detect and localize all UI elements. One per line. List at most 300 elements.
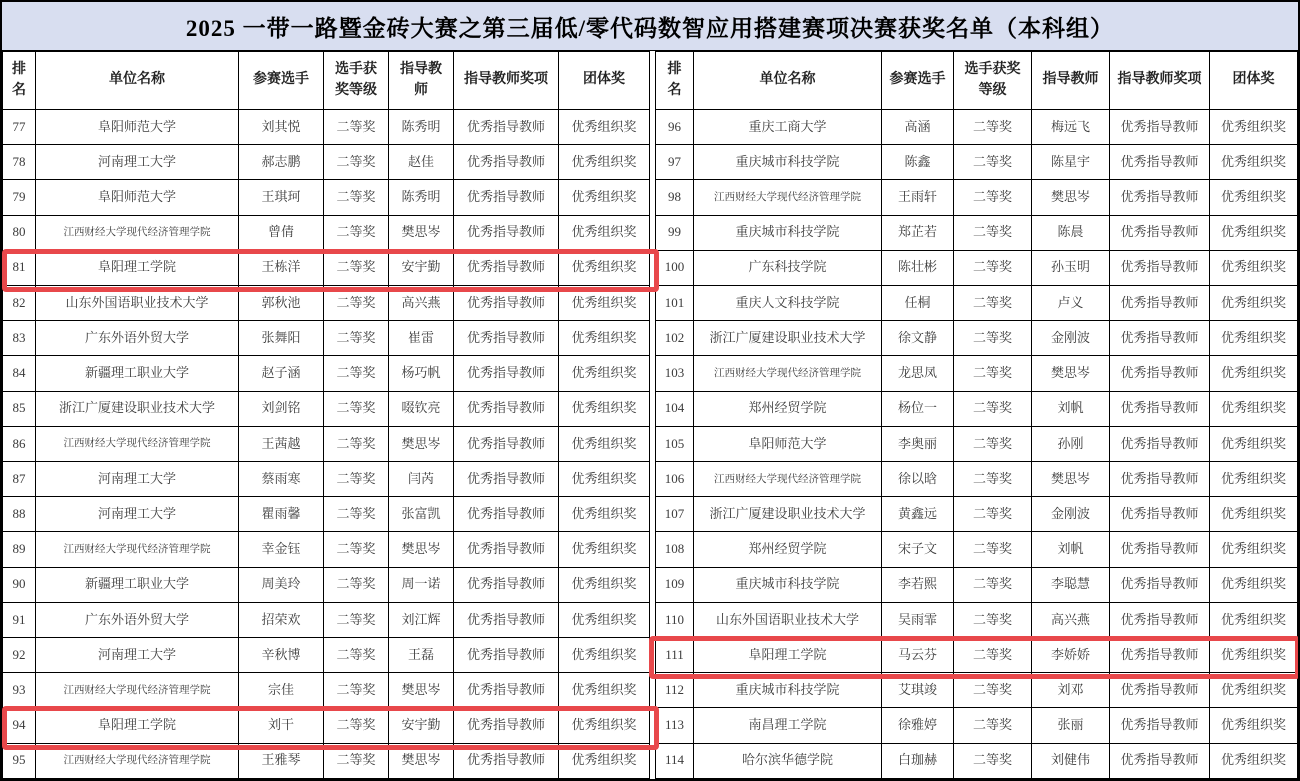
- cell-rank: 84: [3, 356, 36, 391]
- cell-teacher: 刘帆: [1032, 391, 1110, 426]
- column-header-rank: 排名: [3, 52, 36, 110]
- table-row: [656, 286, 1298, 321]
- cell-unit-name: 江西财经大学现代经济管理学院: [36, 532, 239, 567]
- award-table-left: [2, 51, 650, 779]
- cell-contestant: 李奥丽: [882, 426, 954, 461]
- column-header-unit-name: 单位名称: [694, 52, 882, 110]
- cell-contestant: 白珈赫: [882, 743, 954, 778]
- column-header-contestant: 参赛选手: [239, 52, 324, 110]
- cell-unit-name: 阜阳师范大学: [694, 426, 882, 461]
- cell-team-award: 优秀组织奖: [559, 638, 650, 673]
- cell-unit-name: 江西财经大学现代经济管理学院: [694, 356, 882, 391]
- cell-contestant: 陈壮彬: [882, 250, 954, 285]
- cell-unit-name: 河南理工大学: [36, 145, 239, 180]
- cell-rank: 107: [656, 497, 694, 532]
- cell-unit-name: 阜阳理工学院: [36, 250, 239, 285]
- cell-teacher-award: 优秀指导教师: [454, 708, 559, 743]
- cell-contestant: 徐以晗: [882, 462, 954, 497]
- cell-award-level: 二等奖: [954, 145, 1032, 180]
- cell-award-level: 二等奖: [324, 215, 389, 250]
- cell-rank: 99: [656, 215, 694, 250]
- cell-unit-name: 郑州经贸学院: [694, 532, 882, 567]
- table-row: [3, 673, 650, 708]
- cell-award-level: 二等奖: [324, 462, 389, 497]
- cell-team-award: 优秀组织奖: [559, 673, 650, 708]
- column-header-contestant: 参赛选手: [882, 52, 954, 110]
- cell-unit-name: 重庆城市科技学院: [694, 673, 882, 708]
- cell-rank: 94: [3, 708, 36, 743]
- cell-contestant: 刘剑铭: [239, 391, 324, 426]
- cell-award-level: 二等奖: [324, 110, 389, 145]
- table-row: [3, 426, 650, 461]
- cell-unit-name: 江西财经大学现代经济管理学院: [36, 673, 239, 708]
- cell-unit-name: 浙江广厦建设职业技术大学: [694, 321, 882, 356]
- table-row: [3, 356, 650, 391]
- cell-team-award: 优秀组织奖: [1210, 532, 1298, 567]
- cell-team-award: 优秀组织奖: [1210, 286, 1298, 321]
- cell-unit-name: 阜阳理工学院: [36, 708, 239, 743]
- cell-rank: 98: [656, 180, 694, 215]
- cell-award-level: 二等奖: [954, 708, 1032, 743]
- cell-teacher-award: 优秀指导教师: [454, 391, 559, 426]
- cell-rank: 111: [656, 638, 694, 673]
- cell-teacher: 樊思岑: [1032, 180, 1110, 215]
- cell-team-award: 优秀组织奖: [1210, 250, 1298, 285]
- cell-contestant: 辛秋博: [239, 638, 324, 673]
- cell-teacher-award: 优秀指导教师: [1110, 497, 1210, 532]
- cell-team-award: 优秀组织奖: [559, 356, 650, 391]
- table-row: [3, 145, 650, 180]
- cell-team-award: 优秀组织奖: [1210, 180, 1298, 215]
- cell-contestant: 李若熙: [882, 567, 954, 602]
- column-header-teacher: 指导教师: [1032, 52, 1110, 110]
- cell-teacher-award: 优秀指导教师: [454, 180, 559, 215]
- cell-rank: 95: [3, 743, 36, 778]
- cell-award-level: 二等奖: [324, 145, 389, 180]
- cell-contestant: 招荣欢: [239, 602, 324, 637]
- cell-contestant: 郑芷若: [882, 215, 954, 250]
- cell-rank: 104: [656, 391, 694, 426]
- cell-teacher: 樊思岑: [389, 215, 454, 250]
- cell-unit-name: 重庆城市科技学院: [694, 215, 882, 250]
- cell-award-level: 二等奖: [954, 321, 1032, 356]
- table-row: [656, 567, 1298, 602]
- cell-award-level: 二等奖: [324, 638, 389, 673]
- cell-contestant: 艾琪竣: [882, 673, 954, 708]
- cell-unit-name: 江西财经大学现代经济管理学院: [694, 462, 882, 497]
- table-row: [656, 532, 1298, 567]
- cell-teacher: 崔雷: [389, 321, 454, 356]
- cell-teacher-award: 优秀指导教师: [1110, 180, 1210, 215]
- cell-teacher: 安宇勤: [389, 250, 454, 285]
- cell-team-award: 优秀组织奖: [559, 567, 650, 602]
- cell-teacher-award: 优秀指导教师: [1110, 638, 1210, 673]
- cell-teacher-award: 优秀指导教师: [1110, 110, 1210, 145]
- cell-teacher-award: 优秀指导教师: [1110, 321, 1210, 356]
- cell-award-level: 二等奖: [324, 321, 389, 356]
- cell-teacher-award: 优秀指导教师: [454, 145, 559, 180]
- cell-award-level: 二等奖: [324, 567, 389, 602]
- table-body-left: [3, 110, 650, 779]
- cell-team-award: 优秀组织奖: [1210, 602, 1298, 637]
- cell-teacher-award: 优秀指导教师: [454, 286, 559, 321]
- cell-award-level: 二等奖: [324, 532, 389, 567]
- cell-teacher-award: 优秀指导教师: [1110, 391, 1210, 426]
- cell-award-level: 二等奖: [324, 497, 389, 532]
- cell-rank: 81: [3, 250, 36, 285]
- table-row: [3, 321, 650, 356]
- cell-award-level: 二等奖: [324, 673, 389, 708]
- cell-team-award: 优秀组织奖: [1210, 426, 1298, 461]
- cell-teacher: 卢义: [1032, 286, 1110, 321]
- cell-rank: 114: [656, 743, 694, 778]
- table-row: [656, 462, 1298, 497]
- cell-unit-name: 新疆理工职业大学: [36, 356, 239, 391]
- cell-teacher-award: 优秀指导教师: [454, 567, 559, 602]
- cell-award-level: 二等奖: [324, 180, 389, 215]
- table-row: [656, 743, 1298, 778]
- cell-teacher: 刘健伟: [1032, 743, 1110, 778]
- cell-team-award: 优秀组织奖: [559, 321, 650, 356]
- cell-award-level: 二等奖: [954, 391, 1032, 426]
- table-row: [3, 497, 650, 532]
- cell-rank: 79: [3, 180, 36, 215]
- cell-contestant: 王琪珂: [239, 180, 324, 215]
- cell-unit-name: 广东外语外贸大学: [36, 321, 239, 356]
- cell-teacher: 金刚波: [1032, 497, 1110, 532]
- cell-unit-name: 河南理工大学: [36, 497, 239, 532]
- cell-award-level: 二等奖: [954, 462, 1032, 497]
- cell-teacher: 高兴燕: [1032, 602, 1110, 637]
- cell-rank: 113: [656, 708, 694, 743]
- cell-teacher: 闫芮: [389, 462, 454, 497]
- cell-unit-name: 山东外国语职业技术大学: [694, 602, 882, 637]
- cell-rank: 101: [656, 286, 694, 321]
- cell-team-award: 优秀组织奖: [1210, 110, 1298, 145]
- cell-award-level: 二等奖: [954, 426, 1032, 461]
- cell-teacher-award: 优秀指导教师: [454, 356, 559, 391]
- cell-teacher: 陈秀明: [389, 180, 454, 215]
- cell-team-award: 优秀组织奖: [559, 250, 650, 285]
- cell-teacher-award: 优秀指导教师: [454, 497, 559, 532]
- cell-teacher-award: 优秀指导教师: [454, 250, 559, 285]
- cell-team-award: 优秀组织奖: [1210, 145, 1298, 180]
- table-row: [656, 321, 1298, 356]
- cell-unit-name: 浙江广厦建设职业技术大学: [36, 391, 239, 426]
- header-row: [3, 52, 650, 110]
- cell-rank: 88: [3, 497, 36, 532]
- cell-team-award: 优秀组织奖: [1210, 497, 1298, 532]
- page-title: 2025 一带一路暨金砖大赛之第三届低/零代码数智应用搭建赛项决赛获奖名单（本科组）: [185, 15, 1115, 41]
- cell-award-level: 二等奖: [954, 497, 1032, 532]
- cell-rank: 83: [3, 321, 36, 356]
- cell-rank: 91: [3, 602, 36, 637]
- cell-contestant: 马云芬: [882, 638, 954, 673]
- cell-contestant: 赵子涵: [239, 356, 324, 391]
- cell-contestant: 郝志鹏: [239, 145, 324, 180]
- cell-unit-name: 重庆城市科技学院: [694, 145, 882, 180]
- cell-team-award: 优秀组织奖: [559, 215, 650, 250]
- column-header-award-level: 选手获奖等级: [954, 52, 1032, 110]
- cell-teacher: 樊思岑: [389, 743, 454, 778]
- cell-rank: 93: [3, 673, 36, 708]
- cell-teacher: 金刚波: [1032, 321, 1110, 356]
- table-row: [656, 673, 1298, 708]
- cell-teacher-award: 优秀指导教师: [454, 743, 559, 778]
- cell-teacher-award: 优秀指导教师: [454, 602, 559, 637]
- column-header-teacher-award: 指导教师奖项: [1110, 52, 1210, 110]
- cell-team-award: 优秀组织奖: [559, 145, 650, 180]
- cell-award-level: 二等奖: [324, 250, 389, 285]
- table-row: [3, 250, 650, 285]
- cell-team-award: 优秀组织奖: [1210, 708, 1298, 743]
- cell-contestant: 徐文静: [882, 321, 954, 356]
- cell-contestant: 瞿雨馨: [239, 497, 324, 532]
- cell-teacher: 李娇娇: [1032, 638, 1110, 673]
- cell-unit-name: 江西财经大学现代经济管理学院: [694, 180, 882, 215]
- cell-teacher: 王磊: [389, 638, 454, 673]
- cell-team-award: 优秀组织奖: [559, 110, 650, 145]
- cell-award-level: 二等奖: [324, 356, 389, 391]
- cell-contestant: 杨位一: [882, 391, 954, 426]
- table-body-right: [656, 110, 1298, 779]
- cell-teacher-award: 优秀指导教师: [1110, 743, 1210, 778]
- cell-teacher-award: 优秀指导教师: [454, 215, 559, 250]
- table-row: [3, 180, 650, 215]
- cell-teacher: 张丽: [1032, 708, 1110, 743]
- title-bar: [2, 2, 1298, 51]
- cell-contestant: 蔡雨寒: [239, 462, 324, 497]
- cell-rank: 109: [656, 567, 694, 602]
- cell-teacher: 刘邓: [1032, 673, 1110, 708]
- cell-teacher-award: 优秀指导教师: [1110, 286, 1210, 321]
- cell-unit-name: 哈尔滨华德学院: [694, 743, 882, 778]
- table-row: [3, 532, 650, 567]
- cell-unit-name: 江西财经大学现代经济管理学院: [36, 743, 239, 778]
- table-row: [3, 708, 650, 743]
- cell-contestant: 周美玲: [239, 567, 324, 602]
- cell-contestant: 徐雅婷: [882, 708, 954, 743]
- cell-rank: 110: [656, 602, 694, 637]
- cell-unit-name: 山东外国语职业技术大学: [36, 286, 239, 321]
- cell-rank: 86: [3, 426, 36, 461]
- table-row: [656, 356, 1298, 391]
- cell-teacher: 刘帆: [1032, 532, 1110, 567]
- cell-rank: 108: [656, 532, 694, 567]
- cell-award-level: 二等奖: [954, 110, 1032, 145]
- cell-unit-name: 江西财经大学现代经济管理学院: [36, 426, 239, 461]
- cell-contestant: 刘其悦: [239, 110, 324, 145]
- cell-contestant: 幸金钰: [239, 532, 324, 567]
- cell-team-award: 优秀组织奖: [559, 602, 650, 637]
- cell-award-level: 二等奖: [324, 391, 389, 426]
- cell-unit-name: 广东科技学院: [694, 250, 882, 285]
- cell-teacher-award: 优秀指导教师: [1110, 250, 1210, 285]
- column-header-teacher: 指导教师: [389, 52, 454, 110]
- column-header-team-award: 团体奖: [559, 52, 650, 110]
- cell-teacher: 张富凯: [389, 497, 454, 532]
- cell-teacher: 赵佳: [389, 145, 454, 180]
- cell-teacher: 樊思岑: [1032, 356, 1110, 391]
- cell-contestant: 高涵: [882, 110, 954, 145]
- table-row: [3, 567, 650, 602]
- cell-rank: 78: [3, 145, 36, 180]
- cell-award-level: 二等奖: [324, 426, 389, 461]
- cell-unit-name: 阜阳理工学院: [694, 638, 882, 673]
- cell-team-award: 优秀组织奖: [1210, 391, 1298, 426]
- cell-unit-name: 新疆理工职业大学: [36, 567, 239, 602]
- cell-teacher-award: 优秀指导教师: [454, 532, 559, 567]
- cell-rank: 90: [3, 567, 36, 602]
- cell-team-award: 优秀组织奖: [559, 532, 650, 567]
- cell-team-award: 优秀组织奖: [1210, 462, 1298, 497]
- cell-teacher: 梅远飞: [1032, 110, 1110, 145]
- cell-team-award: 优秀组织奖: [559, 462, 650, 497]
- cell-contestant: 王雅琴: [239, 743, 324, 778]
- cell-rank: 77: [3, 110, 36, 145]
- cell-teacher-award: 优秀指导教师: [454, 638, 559, 673]
- cell-contestant: 张舞阳: [239, 321, 324, 356]
- table-row: [656, 250, 1298, 285]
- cell-award-level: 二等奖: [954, 286, 1032, 321]
- cell-team-award: 优秀组织奖: [559, 286, 650, 321]
- cell-teacher: 陈秀明: [389, 110, 454, 145]
- cell-contestant: 宗佳: [239, 673, 324, 708]
- cell-teacher: 樊思岑: [389, 426, 454, 461]
- cell-contestant: 刘干: [239, 708, 324, 743]
- table-row: [3, 638, 650, 673]
- cell-contestant: 王茜越: [239, 426, 324, 461]
- cell-team-award: 优秀组织奖: [1210, 356, 1298, 391]
- cell-contestant: 郭秋池: [239, 286, 324, 321]
- cell-teacher-award: 优秀指导教师: [454, 426, 559, 461]
- cell-contestant: 黄鑫远: [882, 497, 954, 532]
- cell-contestant: 王栋洋: [239, 250, 324, 285]
- column-header-teacher-award: 指导教师奖项: [454, 52, 559, 110]
- cell-unit-name: 郑州经贸学院: [694, 391, 882, 426]
- table-row: [3, 286, 650, 321]
- cell-rank: 105: [656, 426, 694, 461]
- cell-contestant: 任桐: [882, 286, 954, 321]
- cell-rank: 112: [656, 673, 694, 708]
- tables-container: [2, 51, 1298, 779]
- cell-team-award: 优秀组织奖: [1210, 215, 1298, 250]
- table-row: [656, 708, 1298, 743]
- table-row: [3, 215, 650, 250]
- cell-team-award: 优秀组织奖: [1210, 743, 1298, 778]
- cell-team-award: 优秀组织奖: [559, 497, 650, 532]
- cell-award-level: 二等奖: [954, 356, 1032, 391]
- cell-teacher-award: 优秀指导教师: [454, 673, 559, 708]
- table-header-left: [3, 52, 650, 110]
- cell-teacher: 孙玉明: [1032, 250, 1110, 285]
- column-header-team-award: 团体奖: [1210, 52, 1298, 110]
- cell-rank: 92: [3, 638, 36, 673]
- cell-unit-name: 广东外语外贸大学: [36, 602, 239, 637]
- cell-contestant: 曾倩: [239, 215, 324, 250]
- table-row: [656, 145, 1298, 180]
- cell-unit-name: 河南理工大学: [36, 462, 239, 497]
- cell-team-award: 优秀组织奖: [1210, 321, 1298, 356]
- table-row: [656, 497, 1298, 532]
- cell-rank: 82: [3, 286, 36, 321]
- cell-teacher: 安宇勤: [389, 708, 454, 743]
- column-header-unit-name: 单位名称: [36, 52, 239, 110]
- cell-award-level: 二等奖: [324, 708, 389, 743]
- cell-contestant: 龙思凤: [882, 356, 954, 391]
- table-row: [3, 462, 650, 497]
- award-table-right: [655, 51, 1298, 779]
- cell-teacher-award: 优秀指导教师: [1110, 673, 1210, 708]
- cell-team-award: 优秀组织奖: [559, 180, 650, 215]
- cell-teacher-award: 优秀指导教师: [1110, 532, 1210, 567]
- cell-rank: 106: [656, 462, 694, 497]
- cell-award-level: 二等奖: [954, 602, 1032, 637]
- cell-teacher: 李聪慧: [1032, 567, 1110, 602]
- cell-team-award: 优秀组织奖: [1210, 638, 1298, 673]
- cell-unit-name: 阜阳师范大学: [36, 110, 239, 145]
- cell-teacher: 陈晨: [1032, 215, 1110, 250]
- cell-teacher-award: 优秀指导教师: [454, 321, 559, 356]
- cell-team-award: 优秀组织奖: [559, 743, 650, 778]
- cell-contestant: 陈鑫: [882, 145, 954, 180]
- cell-award-level: 二等奖: [954, 250, 1032, 285]
- cell-teacher: 周一诺: [389, 567, 454, 602]
- cell-unit-name: 阜阳师范大学: [36, 180, 239, 215]
- cell-teacher-award: 优秀指导教师: [1110, 567, 1210, 602]
- cell-award-level: 二等奖: [954, 673, 1032, 708]
- table-row: [656, 110, 1298, 145]
- cell-rank: 100: [656, 250, 694, 285]
- cell-teacher-award: 优秀指导教师: [1110, 215, 1210, 250]
- cell-teacher: 樊思岑: [389, 532, 454, 567]
- table-row: [3, 110, 650, 145]
- cell-teacher: 杨巧帆: [389, 356, 454, 391]
- table-row: [656, 391, 1298, 426]
- cell-award-level: 二等奖: [324, 602, 389, 637]
- cell-teacher-award: 优秀指导教师: [454, 462, 559, 497]
- cell-award-level: 二等奖: [954, 638, 1032, 673]
- table-row: [656, 215, 1298, 250]
- table-row: [656, 638, 1298, 673]
- cell-team-award: 优秀组织奖: [559, 426, 650, 461]
- table-header-right: [656, 52, 1298, 110]
- column-header-award-level: 选手获奖等级: [324, 52, 389, 110]
- cell-contestant: 王雨轩: [882, 180, 954, 215]
- cell-unit-name: 河南理工大学: [36, 638, 239, 673]
- table-row: [656, 180, 1298, 215]
- cell-teacher-award: 优秀指导教师: [454, 110, 559, 145]
- cell-teacher-award: 优秀指导教师: [1110, 708, 1210, 743]
- cell-teacher: 啜钦亮: [389, 391, 454, 426]
- cell-award-level: 二等奖: [954, 567, 1032, 602]
- cell-rank: 87: [3, 462, 36, 497]
- cell-teacher: 高兴燕: [389, 286, 454, 321]
- cell-unit-name: 重庆城市科技学院: [694, 567, 882, 602]
- cell-contestant: 吴雨霏: [882, 602, 954, 637]
- table-row: [3, 602, 650, 637]
- cell-unit-name: 浙江广厦建设职业技术大学: [694, 497, 882, 532]
- cell-award-level: 二等奖: [324, 286, 389, 321]
- cell-teacher: 孙刚: [1032, 426, 1110, 461]
- cell-teacher-award: 优秀指导教师: [1110, 356, 1210, 391]
- cell-team-award: 优秀组织奖: [559, 708, 650, 743]
- cell-rank: 96: [656, 110, 694, 145]
- table-row: [3, 391, 650, 426]
- cell-team-award: 优秀组织奖: [559, 391, 650, 426]
- cell-unit-name: 重庆工商大学: [694, 110, 882, 145]
- cell-teacher: 刘江辉: [389, 602, 454, 637]
